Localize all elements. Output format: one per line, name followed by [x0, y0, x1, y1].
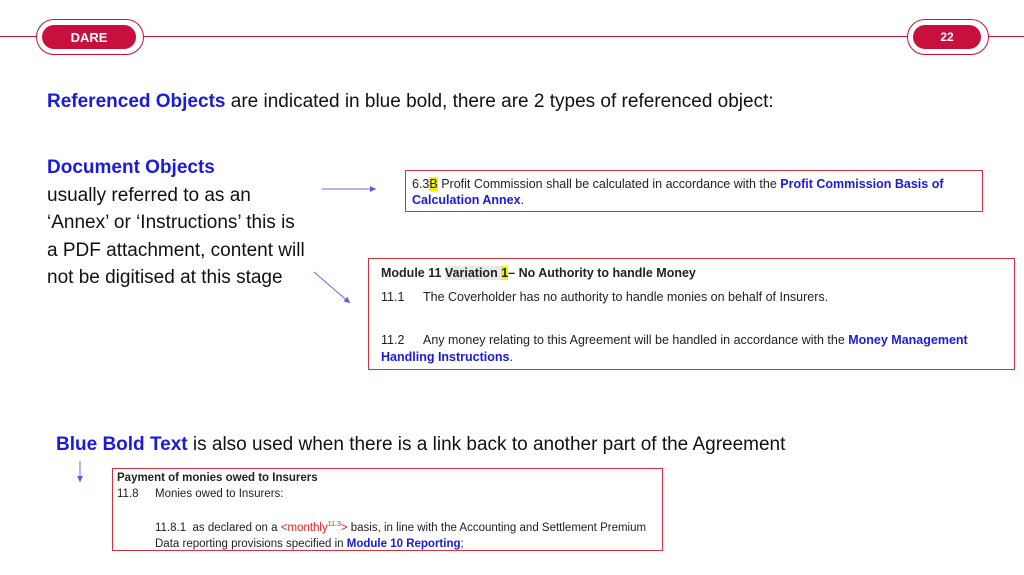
document-objects-title: Document Objects: [47, 157, 215, 178]
payment-example-box: [112, 468, 663, 551]
module-title: Module 11 Variation 1– No Authority to handle Money: [381, 266, 696, 280]
module-example-box: [368, 258, 1015, 370]
header-badge: [42, 25, 136, 49]
payment-title: Payment of monies owed to Insurers: [117, 472, 318, 484]
intro-rest: are indicated in blue bold, there are 2 types of referenced object:: [225, 91, 774, 112]
module-10-link[interactable]: Module 10 Reporting: [346, 537, 461, 550]
clause-highlight: B: [429, 177, 438, 191]
intro-lead: Referenced Objects: [47, 91, 226, 112]
annex-example-box: [405, 170, 983, 212]
annex-link[interactable]: Profit Commission Basis of: [780, 177, 944, 191]
annex-example-line2: Calculation Annex.: [412, 193, 525, 207]
page-number: 22: [940, 30, 954, 44]
money-link[interactable]: Money Management: [848, 333, 968, 347]
module-item-2: 11.2 Any money relating to this Agreement will be handled in accordance with the Money Management Handling Instructions.: [381, 333, 968, 364]
blue-bold-text-rest: is also used when there is a link back to another part of the Agreement: [187, 434, 786, 455]
annex-link-cont[interactable]: Calculation Annex: [412, 193, 521, 207]
header-rule: [0, 36, 1024, 37]
document-objects-line: ‘Annex’ or ‘Instructions’ this is: [47, 212, 295, 233]
document-objects-line: not be digitised at this stage: [47, 267, 283, 288]
intro-text: [47, 91, 774, 113]
payment-item: 11.8 Monies owed to Insurers:: [117, 488, 284, 500]
module-item-1: 11.1 The Coverholder has no authority to handle monies on behalf of Insurers.: [381, 290, 829, 304]
blue-bold-text-lead: Blue Bold Text: [56, 434, 188, 455]
document-objects-section: [47, 154, 305, 292]
document-objects-line: usually referred to as an: [47, 184, 251, 206]
page-number-badge: [913, 25, 981, 49]
payment-subitem: 11.8.1 as declared on a <monthly$^{11.3}$> basis, in line with the Accounting and Settlement Premium Data reporting provisions specified in Module 10 Reporting;: [155, 521, 647, 550]
money-link-cont[interactable]: Handling Instructions: [381, 350, 510, 364]
document-objects-line: a PDF attachment, content will: [47, 239, 305, 261]
header-badge-label: DARE: [70, 29, 108, 45]
blue-bold-text-line: [56, 434, 785, 456]
annex-example-line1: 6.3B Profit Commission shall be calculated in accordance with the Profit Commission Basis of: [412, 177, 944, 191]
arrow-to-module-example: [314, 272, 350, 303]
